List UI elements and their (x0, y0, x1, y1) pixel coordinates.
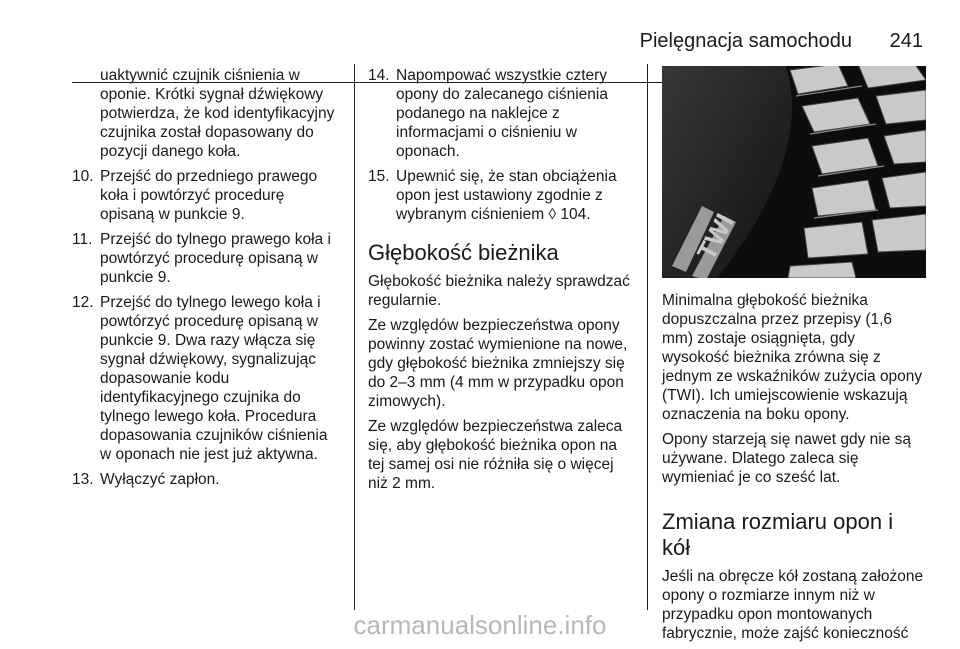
list-item (72, 293, 340, 464)
list-item (72, 230, 340, 287)
paragraph: Opony starzeją się nawet gdy nie są używane. Dlatego zaleca się wymieniać je co sześć lat. (662, 431, 911, 486)
paragraph: Ze względów bezpieczeństwa zaleca się, aby głębokość bieżnika opon na tej samej osi nie różniła się o więcej niż 2 mm. (368, 418, 623, 492)
watermark: carmanualsonline.info (353, 610, 607, 640)
list-item (368, 66, 632, 161)
tire-tread-illustration (662, 66, 926, 278)
step-text: Przejść do przedniego prawego koła i powtórzyć procedurę opisaną w punkcie 9. (100, 168, 318, 223)
page-header (0, 30, 960, 58)
column-1 (72, 66, 340, 495)
step-text: Przejść do tylnego lewego koła i powtórzyć procedurę opisaną w punkcie 9. Dwa razy włącza się sygnał dźwiękowy, sygnalizując dopasowanie kodu identyfikacyjnego czujnika do tylnego lewego koła. Procedura dopasowania czujników ciśnienia w oponach nie jest już aktywna. (100, 294, 328, 463)
step-number: 11. (72, 231, 93, 248)
twi-label: TWI (690, 208, 740, 265)
column-divider-2 (647, 64, 648, 610)
step-text: Napompować wszystkie cztery opony do zalecanego ciśnienia podanego na naklejce z informacjami o ciśnieniu w oponach. (396, 67, 608, 160)
step-number: 12. (72, 294, 94, 311)
step-number: 14. (368, 67, 390, 84)
column-2 (368, 66, 632, 499)
page-number: 241 (889, 30, 923, 52)
step-text: Przejść do tylnego prawego koła i powtórzyć procedurę opisaną w punkcie 9. (100, 231, 331, 286)
step-text: Wyłączyć zapłon. (100, 471, 220, 488)
step-number: 15. (368, 168, 390, 185)
paragraph: Głębokość bieżnika należy sprawdzać regularnie. (368, 273, 630, 309)
section-heading-tire-size-change: Zmiana rozmiaru opon i kół (662, 509, 894, 560)
column-3 (662, 66, 926, 649)
paragraph: Minimalna głębokość bieżnika dopuszczalna przez przepisy (1,6 mm) zostaje osiągnięta, gdy wysokość bieżnika zrówna się z jednym ze wskaźników zużycia opony (TWI). Ich umiejscowienie wskazują oznaczenia na boku opony. (662, 292, 923, 423)
step-number: 10. (72, 168, 94, 185)
chapter-title: Pielęgnacja samochodu (639, 30, 852, 52)
column-divider-1 (354, 64, 355, 610)
step-text: Upewnić się, że stan obciążenia opon jest ustawiony zgodnie z wybranym ciśnieniem ◊ 104. (396, 168, 617, 223)
section-heading-tread-depth: Głębokość bieżnika (368, 240, 559, 265)
list-item (72, 167, 340, 224)
step-9-continuation: uaktywnić czujnik ciśnienia w oponie. Krótki sygnał dźwiękowy potwierdza, że kod identyfikacyjny czujnika został dopasowany do pozycji danego koła. (100, 67, 335, 160)
list-item (72, 470, 340, 489)
step-number: 13. (72, 471, 94, 488)
paragraph: Ze względów bezpieczeństwa opony powinny zostać wymienione na nowe, gdy głębokość bieżnika zmniejszy się do 2–3 mm (4 mm w przypadku opon zimowych). (368, 317, 628, 410)
paragraph: Jeśli na obręcze kół zostaną założone opony o rozmiarze innym niż w przypadku opon montowanych fabrycznie, może zajść konieczność (662, 568, 924, 642)
list-item (368, 167, 632, 224)
